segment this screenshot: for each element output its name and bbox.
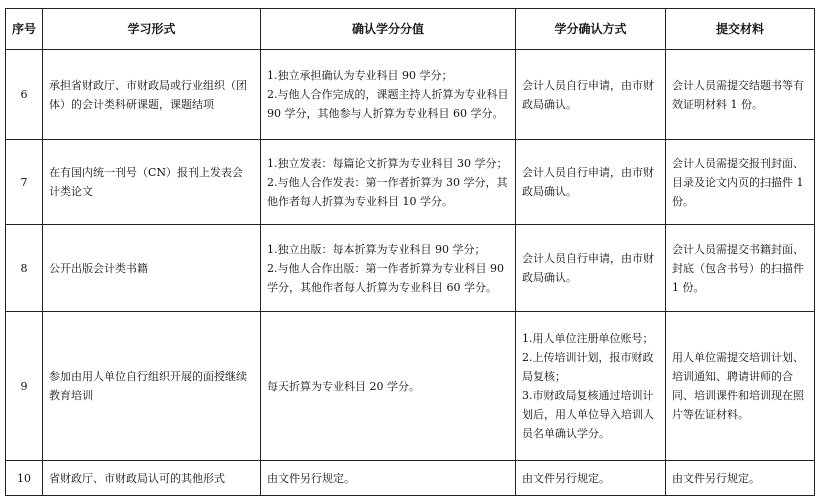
row-number: 10	[6, 461, 43, 496]
submit-materials: 会计人员需提交结题书等有效证明材料 1 份。	[666, 50, 815, 140]
submit-materials: 由文件另行规定。	[666, 461, 815, 496]
learning-form: 承担省财政厅、市财政局或行业组织（团体）的会计类科研课题，课题结项	[43, 50, 261, 140]
confirm-method: 会计人员自行申请，由市财政局确认。	[516, 50, 666, 140]
learning-form: 在有国内统一刊号（CN）报刊上发表会计类论文	[43, 140, 261, 225]
credit-value	[261, 461, 516, 496]
header-credit: 确认学分分值	[261, 9, 516, 50]
confirm-method	[516, 312, 666, 461]
header-materials: 提交材料	[666, 9, 815, 50]
credit-value	[261, 140, 516, 225]
row-number: 6	[6, 50, 43, 140]
table-row	[6, 140, 815, 225]
header-no: 序号	[6, 9, 43, 50]
table-row	[6, 312, 815, 461]
learning-form: 参加由用人单位自行组织开展的面授继续教育培训	[43, 312, 261, 461]
method-step: 3.市财政局复核通过培训计划后，用人单位导入培训人员名单确认学分。	[522, 389, 654, 440]
row-number: 8	[6, 225, 43, 312]
credit-line: 1.独立出版：每本折算为专业科目 90 学分；	[267, 242, 486, 256]
credit-line: 2.与他人合作完成的，课题主持人折算为专业科目 90 学分，其他参与人折算为专业科目 60 学分。	[267, 88, 509, 120]
credit-line: 2.与他人合作发表：第一作者折算为 30 学分，其他作者每人折算为专业科目 10 学分。	[267, 175, 508, 208]
credit-line: 2.与他人合作出版：第一作者折算为专业科目 90 学分，其他作者每人折算为专业科目 60 学分。	[267, 261, 504, 294]
method-step: 1.用人单位注册单位账号；	[522, 332, 654, 345]
table-row	[6, 225, 815, 312]
credit-value	[261, 225, 516, 312]
credit-value	[261, 312, 516, 461]
header-method: 学分确认方式	[516, 9, 666, 50]
learning-form: 公开出版会计类书籍	[43, 225, 261, 312]
header-row	[6, 9, 815, 50]
credit-table	[5, 8, 815, 496]
table-row	[6, 50, 815, 140]
learning-form: 省财政厅、市财政局认可的其他形式	[43, 461, 261, 496]
header-form: 学习形式	[43, 9, 261, 50]
credit-line: 1.独立承担确认为专业科目 90 学分；	[267, 69, 453, 82]
row-number: 9	[6, 312, 43, 461]
submit-materials: 会计人员需提交书籍封面、封底（包含书号）的扫描件 1 份。	[666, 225, 815, 312]
submit-materials: 会计人员需提交报刊封面、目录及论文内页的扫描件 1 份。	[666, 140, 815, 225]
confirm-method: 由文件另行规定。	[516, 461, 666, 496]
credit-table-container	[5, 8, 814, 495]
credit-line: 每天折算为专业科目 20 学分。	[267, 379, 420, 393]
confirm-method: 会计人员自行申请，由市财政局确认。	[516, 225, 666, 312]
row-number: 7	[6, 140, 43, 225]
table-row	[6, 461, 815, 496]
credit-line: 1.独立发表：每篇论文折算为专业科目 30 学分；	[267, 156, 508, 170]
submit-materials: 用人单位需提交培训计划、培训通知、聘请讲师的合同、培训课件和培训现在照片等佐证材料。	[666, 312, 815, 461]
credit-value	[261, 50, 516, 140]
confirm-method: 会计人员自行申请，由市财政局确认。	[516, 140, 666, 225]
method-step: 2.上传培训计划，报市财政局复核；	[522, 351, 654, 383]
credit-line: 由文件另行规定。	[267, 471, 355, 485]
